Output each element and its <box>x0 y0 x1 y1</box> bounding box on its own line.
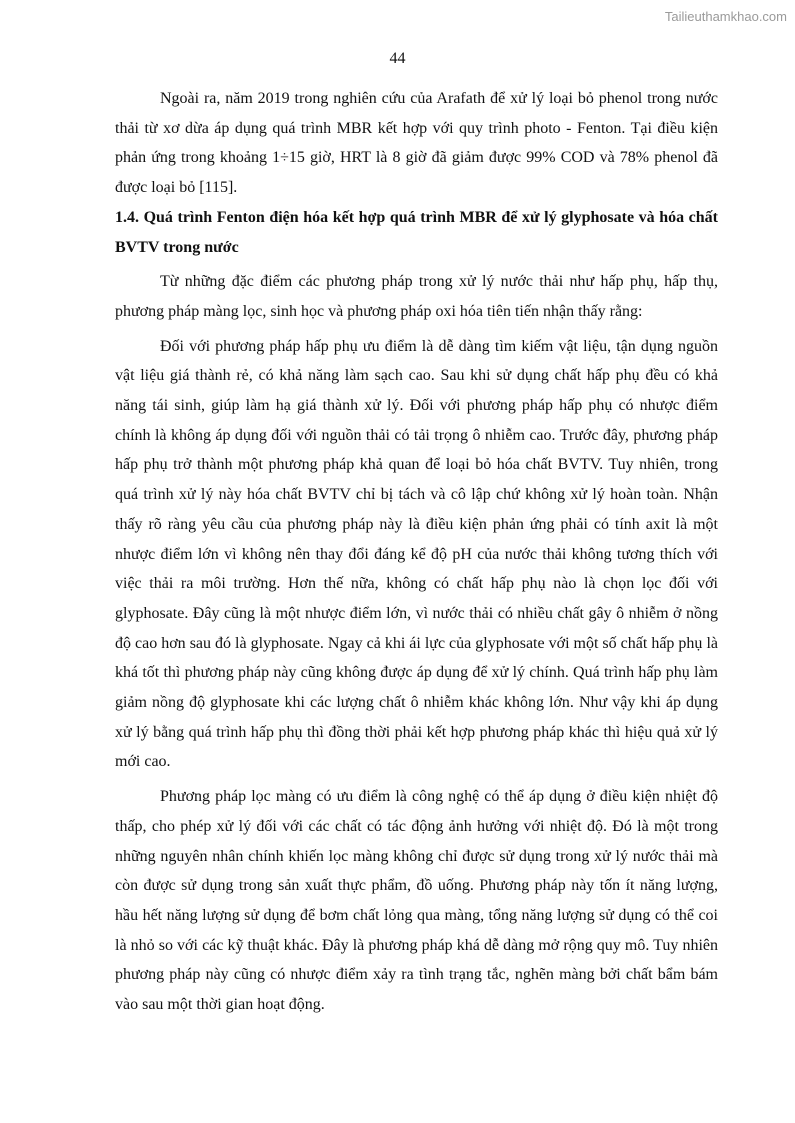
paragraph-adsorption: Đối với phương pháp hấp phụ ưu điểm là dễ dàng tìm kiếm vật liệu, tận dụng nguồn vật liệu giá thành rẻ, có khả năng làm sạch cao. Sau khi sử dụng chất hấp phụ đều có khả năng tái sinh, giúp làm hạ giá thành xử lý. Đối với phương pháp hấp phụ có nhược điểm chính là không áp dụng đối với nguồn thải có tải trọng ô nhiễm cao. Trước đây, phương pháp hấp phụ trở thành một phương pháp khả quan để loại bỏ hóa chất BVTV. Tuy nhiên, trong quá trình xử lý này hóa chất BVTV chỉ bị tách và cô lập chứ không xử lý hoàn toàn. Nhận thấy rõ ràng yêu cầu của phương pháp này là điều kiện phản ứng phải có tính axit là một nhược điểm lớn vì không nên thay đổi đáng kể độ pH của nước thải không tương thích với việc thải ra môi trường. Hơn thế nữa, không có chất hấp phụ nào là chọn lọc đối với glyphosate. Đây cũng là một nhược điểm lớn, vì nước thải có nhiều chất gây ô nhiễm ở nồng độ cao hơn sau đó là glyphosate. Ngay cả khi ái lực của glyphosate với một số chất hấp phụ là khá tốt thì phương pháp này cũng không được áp dụng để xử lý chính. Quá trình hấp phụ làm giảm nồng độ glyphosate khi các lượng chất ô nhiễm khác không lớn. Như vậy khi áp dụng xử lý bằng quá trình hấp phụ thì đồng thời phải kết hợp phương pháp khác thì hiệu quả xử lý mới cao. <box>115 337 718 771</box>
paragraph-arafath-study: Ngoài ra, năm 2019 trong nghiên cứu của Arafath để xử lý loại bỏ phenol trong nước thải từ xơ dừa áp dụng quá trình MBR kết hợp với quy trình photo - Fenton. Tại điều kiện phản ứng trong khoảng 1÷15 giờ, HRT là 8 giờ đã giảm được 99% COD và 78% phenol đã được loại bỏ [115]. <box>115 90 718 197</box>
watermark-text: Tailieuthamkhao.com <box>664 9 787 24</box>
paragraph-membrane-filtration: Phương pháp lọc màng có ưu điểm là công nghệ có thể áp dụng ở điều kiện nhiệt độ thấp, cho phép xử lý đối với các chất có tác động ảnh hưởng với nhiệt độ. Đó là một trong những nguyên nhân chính khiến lọc màng không chỉ được sử dụng trong xử lý nước thải mà còn được sử dụng trong sản xuất thực phẩm, đồ uống. Phương pháp này tốn ít năng lượng, hầu hết năng lượng sử dụng để bơm chất lỏng qua màng, tổng năng lượng sử dụng có thể coi là nhỏ so với các kỹ thuật khác. Đây là phương pháp khá dễ dàng mở rộng quy mô. Tuy nhiên phương pháp này cũng có nhược điểm xảy ra tình trạng tắc, nghẽn màng bởi chất bẩm bám vào sau một thời gian hoạt động. <box>115 788 718 1014</box>
paragraph-intro-methods: Từ những đặc điểm các phương pháp trong xử lý nước thải như hấp phụ, hấp thụ, phương pháp màng lọc, sinh học và phương pháp oxi hóa tiên tiến nhận thấy rằng: <box>115 273 718 320</box>
section-heading-1-4: 1.4. Quá trình Fenton điện hóa kết hợp quá trình MBR để xử lý glyphosate và hóa chất BVTV trong nước <box>115 208 718 256</box>
document-body <box>115 84 718 1020</box>
page-number: 44 <box>389 50 406 67</box>
